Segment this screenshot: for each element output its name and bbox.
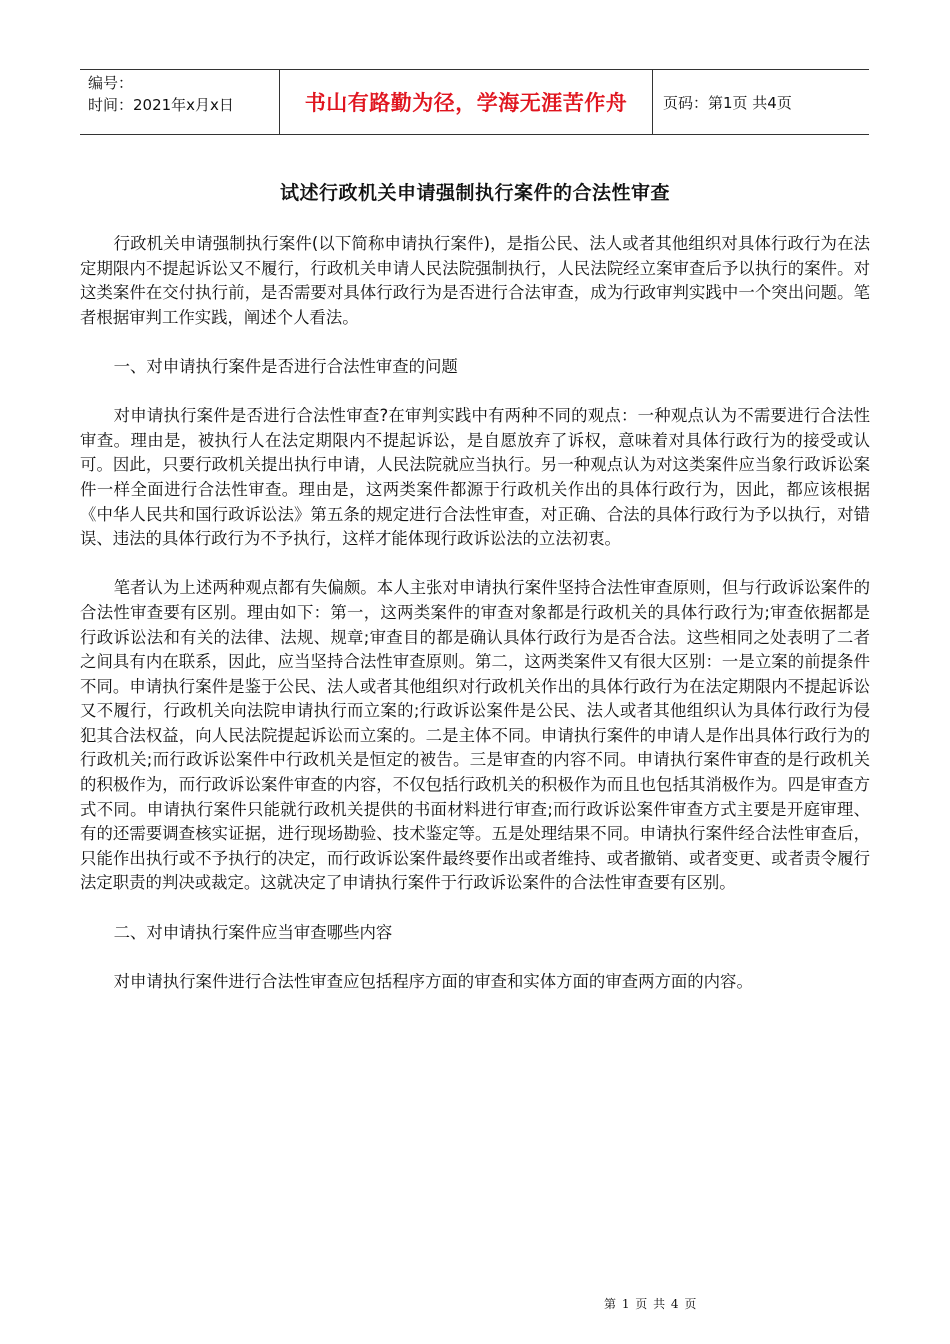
paragraph: 对申请执行案件进行合法性审查应包括程序方面的审查和实体方面的审查两方面的内容。 (113, 971, 753, 991)
page-footer: 第 1 页 共 4 页 (604, 1297, 698, 1311)
document-title: 试述行政机关申请强制执行案件的合法性审查 (279, 182, 670, 204)
document-body (80, 232, 870, 1019)
section-heading-2: 二、对申请执行案件应当审查哪些内容 (113, 922, 393, 942)
document-number-label: 编号： (88, 74, 134, 92)
document-header (80, 69, 869, 135)
document-time-label: 时间：2021年x月x日 (88, 96, 234, 114)
header-motto: 书山有路勤为径，学海无涯苦作舟 (280, 70, 653, 134)
paragraph-intro: 行政机关申请强制执行案件(以下简称申请执行案件)，是指公民、法人或者其他组织对具体行政行为在法定期限内不提起诉讼又不履行，行政机关申请人民法院强制执行，人民法院经立案审查后予以执行的案件。对这类案件在交付执行前，是否需要对具体行政行为是否进行合法审查，成为行政审判实践中一个突出问题。笔者根据审判工作实践，阐述个人看法。 (80, 234, 870, 327)
header-meta (80, 70, 280, 134)
paragraph: 笔者认为上述两种观点都有失偏颇。本人主张对申请执行案件坚持合法性审查原则，但与行政诉讼案件的合法性审查要有区别。理由如下：第一，这两类案件的审查对象都是行政机关的具体行政行为;审查依据都是行政诉讼法和有关的法律、法规、规章;审查目的都是确认具体行政行为是否合法。这些相同之处表明了二者之间具有内在联系，因此，应当坚持合法性审查原则。第二，这两类案件又有很大区别：一是立案的前提条件不同。申请执行案件是鉴于公民、法人或者其他组织对行政机关作出的具体行政行为在法定期限内不提起诉讼又不履行，行政机关向法院申请执行而立案的;行政诉讼案件是公民、法人或者其他组织认为具体行政行为侵犯其合法权益，向人民法院提起诉讼而立案的。二是主体不同。申请执行案件的申请人是作出具体行政行为的行政机关;而行政诉讼案件中行政机关是恒定的被告。三是审查的内容不同。申请执行案件审查的是行政机关的积极作为，而行政诉讼案件审查的内容，不仅包括行政机关的积极作为而且也包括其消极作为。四是审查方式不同。申请执行案件只能就行政机关提供的书面材料进行审查;而行政诉讼案件审查方式主要是开庭审理、有的还需要调查核实证据，进行现场勘验、技术鉴定等。五是处理结果不同。申请执行案件经合法性审查后，只能作出执行或不予执行的决定，而行政诉讼案件最终要作出或者维持、或者撤销、或者变更、或者责令履行法定职责的判决或裁定。这就决定了申请执行案件于行政诉讼案件的合法性审查要有区别。 (80, 578, 870, 893)
paragraph: 对申请执行案件是否进行合法性审查?在审判实践中有两种不同的观点：一种观点认为不需要进行合法性审查。理由是，被执行人在法定期限内不提起诉讼，是自愿放弃了诉权，意味着对具体行政行为的接受或认可。因此，只要行政机关提出执行申请，人民法院就应当执行。另一种观点认为对这类案件应当象行政诉讼案件一样全面进行合法性审查。理由是，这两类案件都源于行政机关作出的具体行政行为，因此，都应该根据《中华人民共和国行政诉讼法》第五条的规定进行合法性审查，对正确、合法的具体行政行为予以执行，对错误、违法的具体行政行为不予执行，这样才能体现行政诉讼法的立法初衷。 (80, 406, 870, 549)
header-page-info: 页码：第1页 共4页 (663, 93, 792, 112)
section-heading-1: 一、对申请执行案件是否进行合法性审查的问题 (113, 356, 458, 376)
